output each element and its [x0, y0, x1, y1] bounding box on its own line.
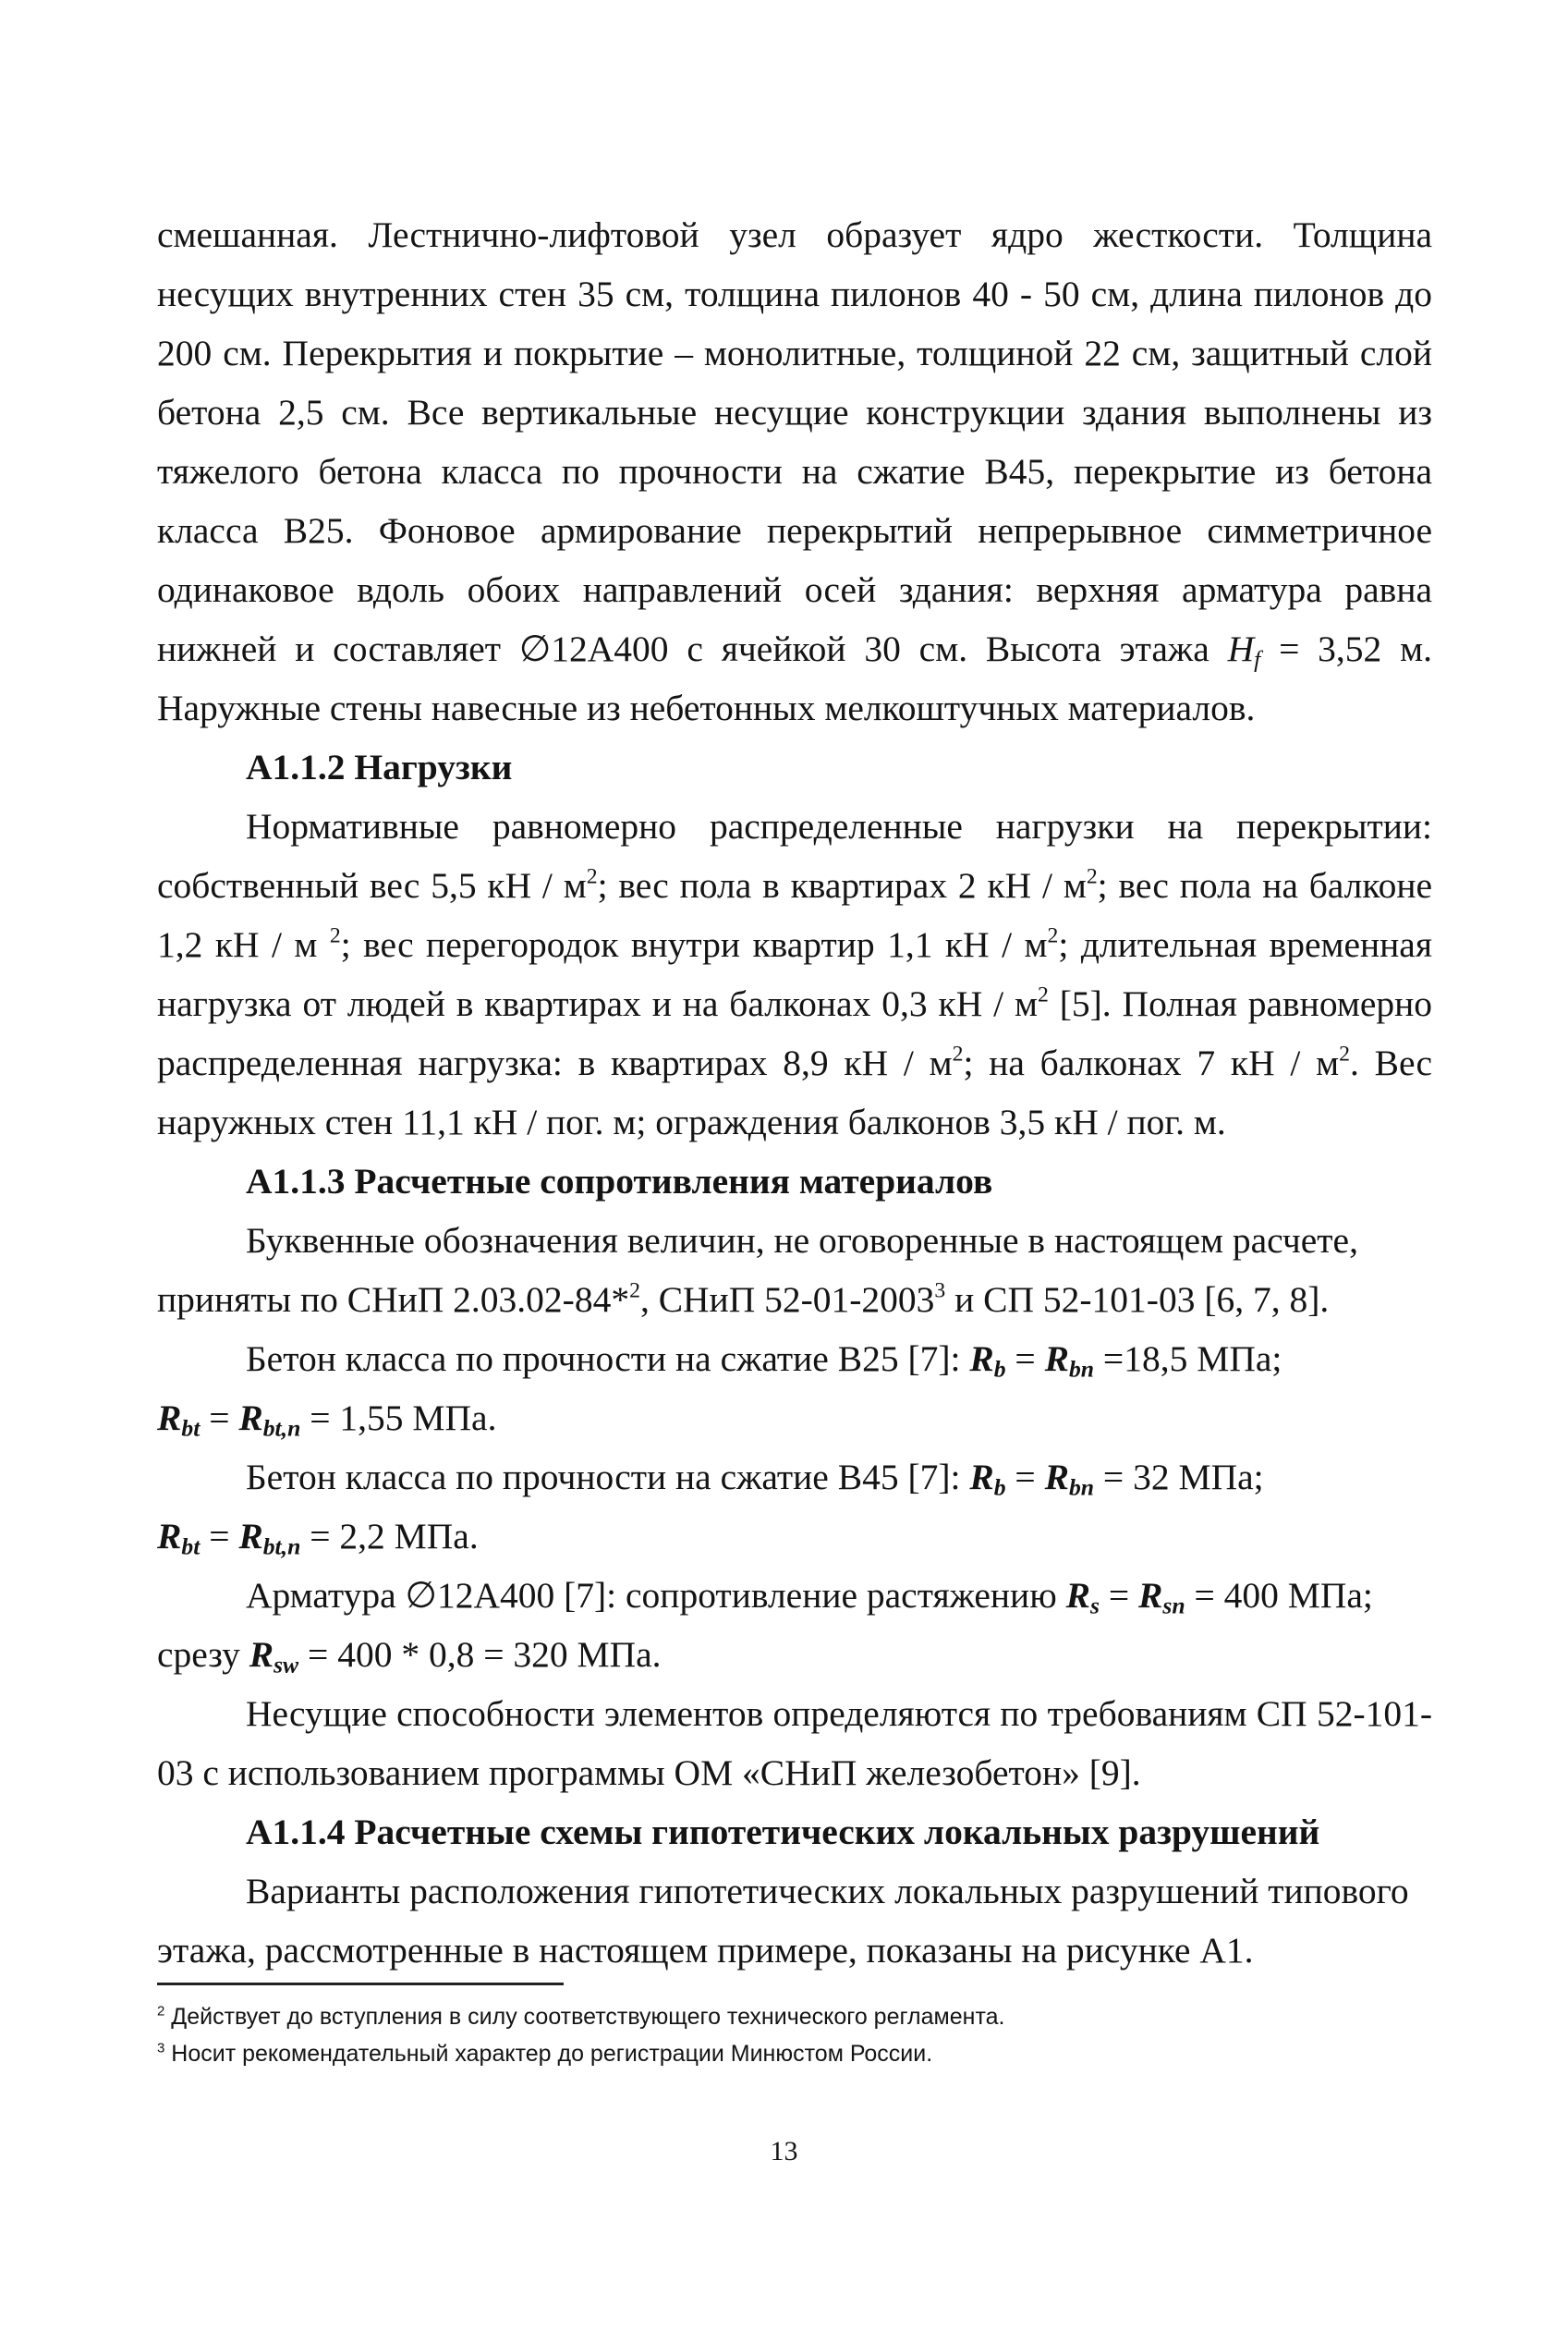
paragraph-capacity: Несущие способности элементов определяются по требованиям СП 52-101-03 с использованием программы ОМ «СНиП железобетон» [9]. — [157, 1693, 1432, 1793]
concrete-b45-line-1: Бетон класса по прочности на сжатие В45 [7]: $R_b = R_{bn} = 32$ МПа; — [246, 1457, 1264, 1501]
page-number: 13 — [770, 2136, 798, 2166]
footnote-divider — [157, 1983, 564, 1985]
concrete-b25-line-2: $R_{bt} = R_{bt,n} = 1,55$ МПа. — [157, 1397, 497, 1442]
page-body — [157, 205, 1432, 1980]
heading-loads: А1.1.2 Нагрузки — [246, 747, 513, 787]
footnote-2: $^2$ Действует до вступления в силу соответствующего технического регламента. — [157, 2003, 1005, 2030]
footnotes — [157, 1983, 1432, 2072]
heading-resistances: А1.1.3 Расчетные сопротивления материалов — [246, 1161, 993, 1202]
footnote-3: $^3$ Носит рекомендательный характер до регистрации Минюстом России. — [157, 2040, 933, 2067]
floor-height-symbol: $H_f$ — [1227, 629, 1261, 673]
concrete-b45-line-2: $R_{bt} = R_{bt,n} = 2,2$ МПа. — [157, 1516, 479, 1560]
paragraph-schemes: Варианты расположения гипотетических локальных разрушений типового этажа, рассмотренные в настоящем примере, показаны на рисунке А1. — [157, 1871, 1409, 1971]
paragraph-loads: Нормативные равномерно распределенные нагрузки на перекрытии: собственный вес 5,5 кН / $м^2$; вес пола в квартирах 2 кН / $м^2$; вес пола на балконе 1,2 кН / м $^2$; вес перегородок внутри квартир 1,1 кН / $м^2$; длительная временная нагрузка от людей в квартирах и на балконах 0,3 кН / $м^2$ [5]. Полная равномерно распределенная нагрузка: в квартирах 8,9 кН / $м^2$; на балконах 7 кН / $м^2$. Вес наружных стен 11,1 кН / пог. м; ограждения балконов 3,5 кН / пог. м. — [157, 806, 1433, 1142]
concrete-b25-line-1: Бетон класса по прочности на сжатие В25 [7]: $R_b = R_{bn} =18,5$ МПа; — [246, 1338, 1282, 1383]
rebar-line-1: Арматура ∅12А400 [7]: сопротивление растяжению $R_s = R_{sn} = 400$ МПа; — [246, 1575, 1373, 1619]
paragraph-notation: Буквенные обозначения величин, не оговоренные в настоящем расчете, приняты по СНиП 2.03.02-84*$^2$, СНиП 52-01-2003$^3$ и СП 52-101-03 [6, 7, 8]. — [157, 1220, 1358, 1320]
paragraph-structure: смешанная. Лестнично-лифтовой узел образует ядро жесткости. Толщина несущих внутренних стен 35 см, толщина пилонов 40 - 50 см, длина пилонов до 200 см. Перекрытия и покрытие – монолитные, толщиной 22 см, защитный слой бетона 2,5 см. Все вертикальные несущие конструкции здания выполнены из тяжелого бетона класса по прочности на сжатие В45, перекрытие из бетона класса В25. Фоновое армирование перекрытий непрерывное симметричное одинаковое вдоль обоих направлений осей здания: верхняя арматура равна нижней и составляет ∅12А400 с ячейкой 30 см. Высота этажа $H_f = 3,52$ м. Наружные стены навесные из небетонных мелкоштучных материалов. — [157, 214, 1432, 728]
heading-schemes: А1.1.4 Расчетные схемы гипотетических локальных разрушений — [246, 1812, 1320, 1852]
rebar-line-2: срезу $R_{sw} = 400 * 0,8 = 320$ МПа. — [157, 1634, 662, 1678]
